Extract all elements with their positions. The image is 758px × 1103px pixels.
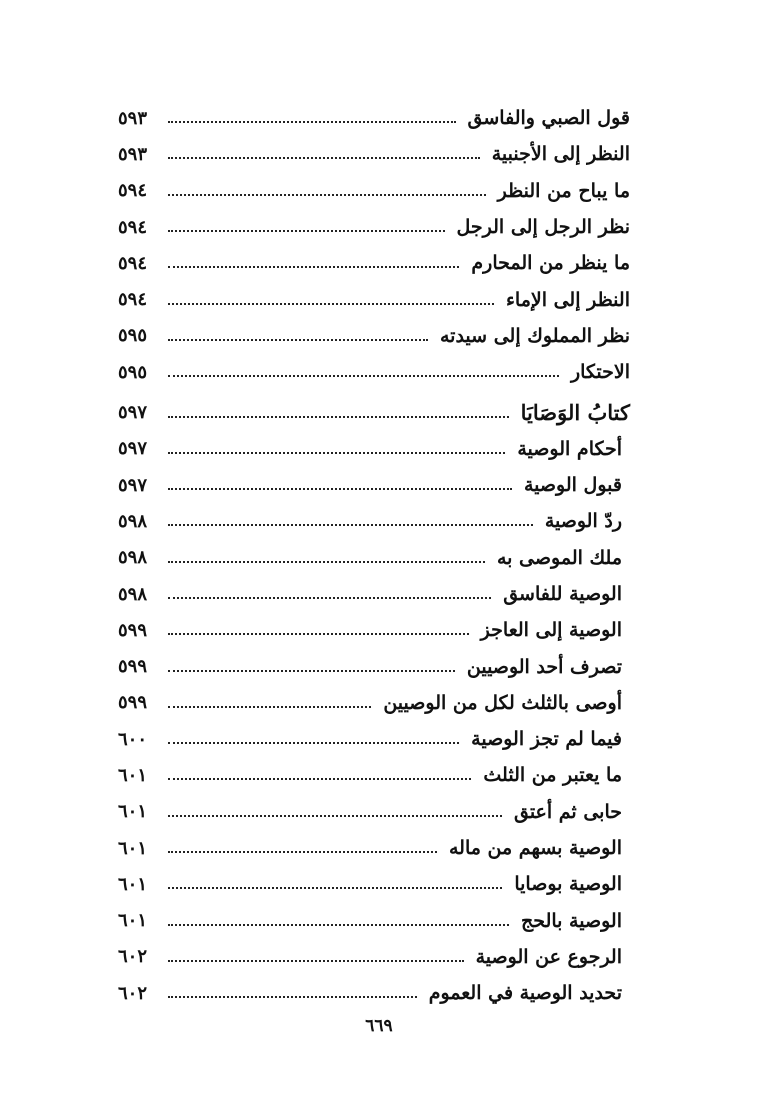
table-of-contents [118,100,630,1011]
toc-entry [118,576,630,612]
toc-entry [118,794,630,830]
dot-leader [168,960,464,962]
toc-entry-title: قبول الوصية [524,474,622,497]
chapter-title: كتابُ الوَصَايَا [520,400,630,426]
toc-entry-page: ٦٠١ [118,910,148,932]
toc-entry-title: ما يعتبر من الثلث [483,764,622,787]
dot-leader [168,339,428,341]
toc-entry-page: ٥٩٩ [118,692,148,714]
toc-entry-title: الاحتكار [570,361,630,384]
toc-entry-title: نظر المملوك إلى سيدته [439,324,630,347]
toc-entry [118,467,630,503]
dot-leader [168,488,512,490]
toc-entry-page: ٦٠٢ [118,982,148,1004]
toc-entry-title: الرجوع عن الوصية [475,945,622,968]
toc-entry-title: الوصية بوصايا [514,873,622,896]
toc-entry-title: ملك الموصى به [496,546,622,569]
toc-entry [118,612,630,648]
toc-entry-page: ٥٩٨ [118,547,148,569]
toc-entry-page: ٥٩٨ [118,583,148,605]
dot-leader [168,561,485,563]
toc-entry-page: ٥٩٣ [118,143,148,165]
dot-leader [168,851,437,853]
toc-entry [118,100,630,136]
dot-leader [168,230,445,232]
toc-entry-page: ٥٩٩ [118,656,148,678]
toc-entry-title: الوصية للفاسق [503,583,622,605]
toc-chapter-heading [118,394,630,430]
toc-entry-page: ٦٠٠ [118,728,148,750]
dot-leader [168,157,480,159]
toc-entry-page: ٥٩٨ [118,510,148,532]
dot-leader [168,996,417,998]
dot-leader [168,303,494,305]
toc-entry-page: ٥٩٥ [118,361,148,383]
toc-entry-page: ٥٩٤ [118,180,148,202]
toc-entry-title: الوصية بسهم من ماله [448,837,622,860]
dot-leader [168,416,509,418]
dot-leader [168,706,371,708]
dot-leader [168,375,559,377]
toc-entry-title: ردّ الوصية [544,510,622,533]
dot-leader [168,887,502,889]
toc-entry-page: ٦٠٢ [118,946,148,968]
dot-leader [168,778,471,780]
toc-entry-page: ٦٠١ [118,801,148,823]
dot-leader [168,670,455,672]
dot-leader [168,742,459,744]
toc-entry [118,830,630,866]
toc-entry-title: نظر الرجل إلى الرجل [456,216,630,239]
chapter-page: ٥٩٧ [118,402,148,424]
toc-entry [118,281,630,317]
toc-entry-title: النظر إلى الإماء [505,288,630,311]
toc-entry-page: ٥٩٧ [118,474,148,496]
toc-entry-title: الوصية بالحج [521,909,622,932]
toc-entry-page: ٥٩٣ [118,107,148,129]
toc-entry-page: ٦٠١ [118,764,148,786]
page-number: ٦٦٩ [365,1016,393,1036]
toc-entry [118,975,630,1011]
dot-leader [168,121,456,123]
toc-entry-title: تصرف أحد الوصيين [466,655,622,678]
toc-entry-page: ٦٠١ [118,837,148,859]
toc-entry [118,721,630,757]
toc-entry-page: ٥٩٤ [118,216,148,238]
toc-entry [118,173,630,209]
dot-leader [168,524,533,526]
toc-entry-title: قول الصبي والفاسق [467,107,630,130]
toc-entry-title: ما يباح من النظر [497,179,630,202]
toc-entry-page: ٥٩٥ [118,325,148,347]
toc-entry [118,648,630,684]
toc-entry-title: النظر إلى الأجنبية [491,143,630,166]
dot-leader [168,633,469,635]
toc-entry [118,866,630,902]
toc-entry-page: ٥٩٩ [118,619,148,641]
toc-entry-title: الوصية إلى العاجز [480,619,622,642]
toc-entry [118,503,630,539]
toc-entry [118,318,630,354]
toc-entry-page: ٥٩٤ [118,252,148,274]
toc-entry-title: أوصى بالثلث لكل من الوصيين [383,691,622,714]
toc-entry-title: تحديد الوصية في العموم [428,982,622,1005]
toc-entry [118,903,630,939]
toc-entry-title: حابى ثم أعتق [513,800,622,823]
toc-entry [118,540,630,576]
toc-entry-title: أحكام الوصية [517,437,622,460]
toc-entry-page: ٥٩٧ [118,438,148,460]
toc-entry [118,136,630,172]
toc-entry [118,757,630,793]
dot-leader [168,266,459,268]
dot-leader [168,194,486,196]
toc-entry-title: ما ينظر من المحارم [471,252,630,275]
toc-entry-title: فيما لم تجز الوصية [471,728,622,751]
toc-entry [118,354,630,390]
dot-leader [168,924,509,926]
toc-entry-page: ٦٠١ [118,873,148,895]
toc-entry [118,431,630,467]
dot-leader [168,597,491,599]
toc-entry [118,939,630,975]
toc-entry [118,209,630,245]
toc-entry-page: ٥٩٤ [118,289,148,311]
dot-leader [168,815,502,817]
toc-entry [118,245,630,281]
dot-leader [168,452,505,454]
toc-entry [118,685,630,721]
